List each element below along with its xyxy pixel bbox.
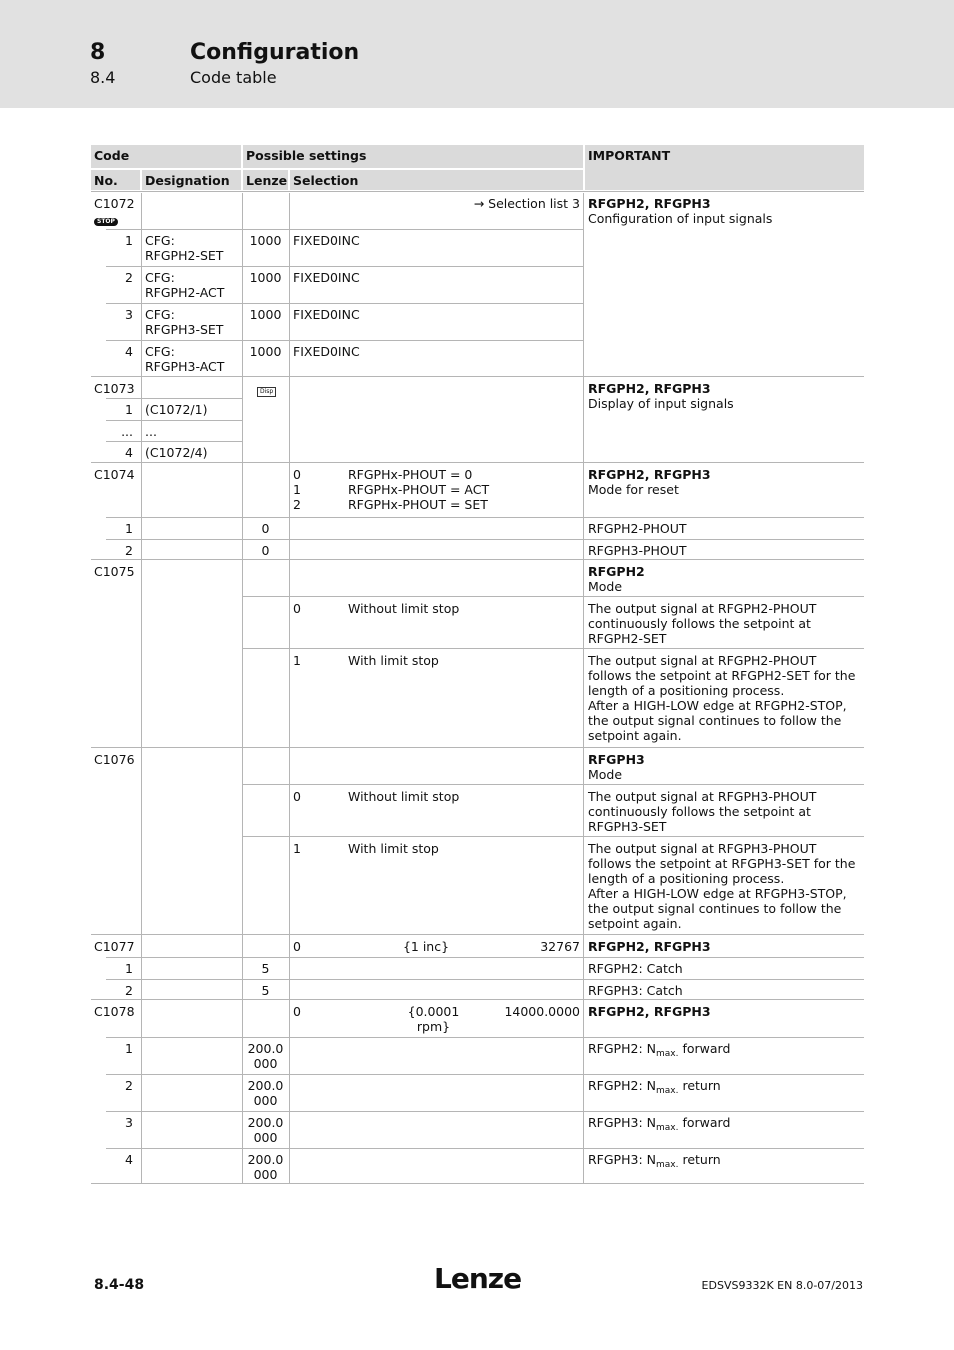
c1075-important: RFGPH2 Mode bbox=[588, 564, 645, 594]
c1072-important: RFGPH2, RFGPH3 Configuration of input signals bbox=[588, 196, 773, 226]
row-divider bbox=[106, 441, 242, 442]
c1076-option-1: 1 With limit stop bbox=[293, 841, 439, 856]
c1078-row-4-important bbox=[585, 1149, 864, 1176]
nmax-prefix: RFGPH2: bbox=[588, 1078, 647, 1093]
section-divider bbox=[91, 191, 864, 192]
section-divider bbox=[91, 376, 864, 377]
c1075-option-0: 0 Without limit stop bbox=[293, 601, 460, 616]
c1072-row-1-no: 1 bbox=[125, 233, 133, 248]
nmax-subscript: max. bbox=[656, 1160, 679, 1170]
c1072-row-2-lenze: 1000 bbox=[249, 270, 282, 285]
nmax-prefix: RFGPH2: bbox=[588, 1041, 647, 1056]
section-number: 8.4 bbox=[90, 68, 116, 87]
c1072-row-1-designation: CFG: RFGPH2-SET bbox=[145, 233, 224, 263]
c1072-selection-list: → Selection list 3 bbox=[473, 196, 580, 211]
column-divider bbox=[583, 193, 584, 1183]
nmax-subscript: max. bbox=[656, 1123, 679, 1133]
column-divider bbox=[141, 193, 142, 1183]
lenze-logo: Lenze bbox=[434, 1262, 522, 1295]
c1074-row-1-important: RFGPH2-PHOUT bbox=[588, 521, 687, 536]
c1072-row-3-no: 3 bbox=[125, 307, 133, 322]
nmax-symbol: N bbox=[646, 1115, 656, 1130]
c1072-row-2-no: 2 bbox=[125, 270, 133, 285]
col-header-possible-settings: Possible settings bbox=[243, 145, 583, 168]
c1075-option-1-desc: The output signal at RFGPH2-PHOUT follows the setpoint at RFGPH2-SET for the length of a positioning process. After a HIGH-LOW edge at RFGPH2-STOP, the output signal continues to follow the setpoint again. bbox=[588, 653, 856, 743]
row-divider bbox=[106, 1037, 864, 1038]
c1073-row-3-no: 4 bbox=[125, 445, 133, 460]
col-header-code: Code bbox=[91, 145, 241, 168]
section-divider bbox=[91, 747, 864, 748]
c1073-display-badge bbox=[254, 378, 284, 400]
c1077-row-1-important: RFGPH2: Catch bbox=[588, 961, 683, 976]
c1073-row-1-no: 1 bbox=[125, 402, 133, 417]
nmax-symbol: N bbox=[646, 1078, 656, 1093]
section-title: Code table bbox=[190, 68, 277, 87]
c1073-row-1-designation: (C1072/1) bbox=[145, 402, 208, 417]
row-divider bbox=[243, 836, 864, 837]
col-header-important: IMPORTANT bbox=[585, 145, 864, 190]
nmax-prefix: RFGPH3: bbox=[588, 1115, 647, 1130]
row-divider bbox=[106, 957, 864, 958]
c1078-row-3-lenze: 200.0 000 bbox=[247, 1115, 284, 1145]
c1078-row-4-no: 4 bbox=[125, 1152, 133, 1167]
c1072-row-4-no: 4 bbox=[125, 344, 133, 359]
c1078-row-3-important bbox=[585, 1112, 864, 1139]
row-divider bbox=[106, 979, 864, 980]
nmax-symbol: N bbox=[646, 1041, 656, 1056]
section-divider bbox=[91, 999, 864, 1000]
c1074-row-2-no: 2 bbox=[125, 543, 133, 558]
c1077-row-2-important: RFGPH3: Catch bbox=[588, 983, 683, 998]
c1077-row-2-lenze: 5 bbox=[261, 983, 270, 998]
c1077-important: RFGPH2, RFGPH3 bbox=[588, 939, 711, 954]
row-divider bbox=[106, 539, 864, 540]
column-divider bbox=[242, 193, 243, 1183]
c1072-row-3-lenze: 1000 bbox=[249, 307, 282, 322]
nmax-suffix: forward bbox=[678, 1041, 731, 1056]
c1074-row-1-no: 1 bbox=[125, 521, 133, 536]
page-number: 8.4-48 bbox=[94, 1277, 145, 1293]
document-id: EDSVS9332K EN 8.0-07/2013 bbox=[701, 1279, 863, 1292]
c1074-row-2-important: RFGPH3-PHOUT bbox=[588, 543, 687, 558]
col-header-designation: Designation bbox=[142, 170, 241, 190]
c1076-important: RFGPH3 Mode bbox=[588, 752, 645, 782]
code-c1072: C1072 STOP bbox=[94, 196, 135, 225]
display-icon: Disp bbox=[257, 387, 276, 397]
c1075-option-0-desc: The output signal at RFGPH2-PHOUT continuously follows the setpoint at RFGPH2-SET bbox=[588, 601, 817, 646]
c1078-row-2-important bbox=[585, 1075, 864, 1102]
c1078-row-4-lenze: 200.0 000 bbox=[247, 1152, 284, 1182]
c1074-options: 0 RFGPHx-PHOUT = 0 1 RFGPHx-PHOUT = ACT 2 RFGPHx-PHOUT = SET bbox=[293, 467, 490, 512]
c1072-row-4-lenze: 1000 bbox=[249, 344, 282, 359]
section-divider bbox=[91, 559, 864, 560]
c1077-min: 0 bbox=[293, 939, 301, 954]
c1077-step: {1 inc} bbox=[402, 939, 450, 954]
c1072-row-3-selection: FIXED0INC bbox=[293, 307, 360, 322]
chapter-title: Configuration bbox=[190, 40, 360, 65]
row-divider bbox=[243, 596, 864, 597]
c1077-max: 32767 bbox=[540, 939, 580, 954]
c1075-option-1: 1 With limit stop bbox=[293, 653, 439, 668]
c1072-row-2-designation: CFG: RFGPH2-ACT bbox=[145, 270, 225, 300]
c1078-important: RFGPH2, RFGPH3 bbox=[588, 1004, 711, 1019]
c1078-row-3-no: 3 bbox=[125, 1115, 133, 1130]
c1076-option-0-desc: The output signal at RFGPH3-PHOUT continuously follows the setpoint at RFGPH3-SET bbox=[588, 789, 817, 834]
nmax-suffix: return bbox=[678, 1078, 721, 1093]
c1078-row-1-no: 1 bbox=[125, 1041, 133, 1056]
code-c1076: C1076 bbox=[94, 752, 135, 767]
row-divider bbox=[243, 648, 864, 649]
row-divider bbox=[106, 229, 584, 230]
row-divider bbox=[106, 266, 584, 267]
row-divider bbox=[106, 340, 584, 341]
section-divider bbox=[91, 462, 864, 463]
nmax-suffix: forward bbox=[678, 1115, 731, 1130]
section-divider bbox=[91, 934, 864, 935]
row-divider bbox=[106, 1111, 864, 1112]
nmax-prefix: RFGPH3: bbox=[588, 1152, 647, 1167]
c1073-important: RFGPH2, RFGPH3 Display of input signals bbox=[588, 381, 734, 411]
row-divider bbox=[106, 517, 864, 518]
code-c1077: C1077 bbox=[94, 939, 135, 954]
c1074-important: RFGPH2, RFGPH3 Mode for reset bbox=[588, 467, 711, 497]
c1076-option-1-desc: The output signal at RFGPH3-PHOUT follows the setpoint at RFGPH3-SET for the length of a positioning process. After a HIGH-LOW edge at RFGPH3-STOP, the output signal continues to follow the setpoint again. bbox=[588, 841, 856, 931]
code-c1074: C1074 bbox=[94, 467, 135, 482]
row-divider bbox=[106, 1074, 864, 1075]
c1074-row-2-lenze: 0 bbox=[261, 543, 270, 558]
code-c1078: C1078 bbox=[94, 1004, 135, 1019]
c1077-row-1-lenze: 5 bbox=[261, 961, 270, 976]
c1072-row-4-designation: CFG: RFGPH3-ACT bbox=[145, 344, 225, 374]
c1077-row-1-no: 1 bbox=[125, 961, 133, 976]
nmax-suffix: return bbox=[678, 1152, 721, 1167]
c1076-option-0: 0 Without limit stop bbox=[293, 789, 460, 804]
c1078-min: 0 bbox=[293, 1004, 301, 1019]
nmax-subscript: max. bbox=[656, 1049, 679, 1059]
column-divider bbox=[289, 193, 290, 1183]
c1078-max: 14000.0000 bbox=[504, 1004, 580, 1019]
c1072-row-3-designation: CFG: RFGPH3-SET bbox=[145, 307, 224, 337]
col-header-selection: Selection bbox=[290, 170, 583, 190]
c1072-row-2-selection: FIXED0INC bbox=[293, 270, 360, 285]
c1072-row-1-selection: FIXED0INC bbox=[293, 233, 360, 248]
row-divider bbox=[106, 1148, 864, 1149]
nmax-subscript: max. bbox=[656, 1086, 679, 1096]
stop-icon: STOP bbox=[94, 218, 118, 226]
page-header bbox=[0, 0, 954, 108]
c1077-row-2-no: 2 bbox=[125, 983, 133, 998]
c1072-row-1-lenze: 1000 bbox=[249, 233, 282, 248]
c1078-row-1-important bbox=[585, 1038, 864, 1065]
row-divider bbox=[106, 398, 242, 399]
row-divider bbox=[106, 303, 584, 304]
c1073-row-2-designation: ... bbox=[145, 424, 157, 439]
c1073-row-2-no: ... bbox=[121, 424, 133, 439]
nmax-symbol: N bbox=[646, 1152, 656, 1167]
c1078-row-2-lenze: 200.0 000 bbox=[247, 1078, 284, 1108]
c1074-row-1-lenze: 0 bbox=[261, 521, 270, 536]
c1073-row-3-designation: (C1072/4) bbox=[145, 445, 208, 460]
chapter-number: 8 bbox=[90, 40, 106, 65]
col-header-no: No. bbox=[91, 170, 140, 190]
c1078-row-2-no: 2 bbox=[125, 1078, 133, 1093]
section-divider bbox=[91, 1183, 864, 1184]
c1078-step: {0.0001 rpm} bbox=[407, 1004, 460, 1034]
row-divider bbox=[106, 420, 242, 421]
row-divider bbox=[243, 784, 864, 785]
col-header-lenze: Lenze bbox=[243, 170, 288, 190]
code-c1075: C1075 bbox=[94, 564, 135, 579]
c1072-row-4-selection: FIXED0INC bbox=[293, 344, 360, 359]
c1078-row-1-lenze: 200.0 000 bbox=[247, 1041, 284, 1071]
code-c1073: C1073 bbox=[94, 381, 135, 396]
